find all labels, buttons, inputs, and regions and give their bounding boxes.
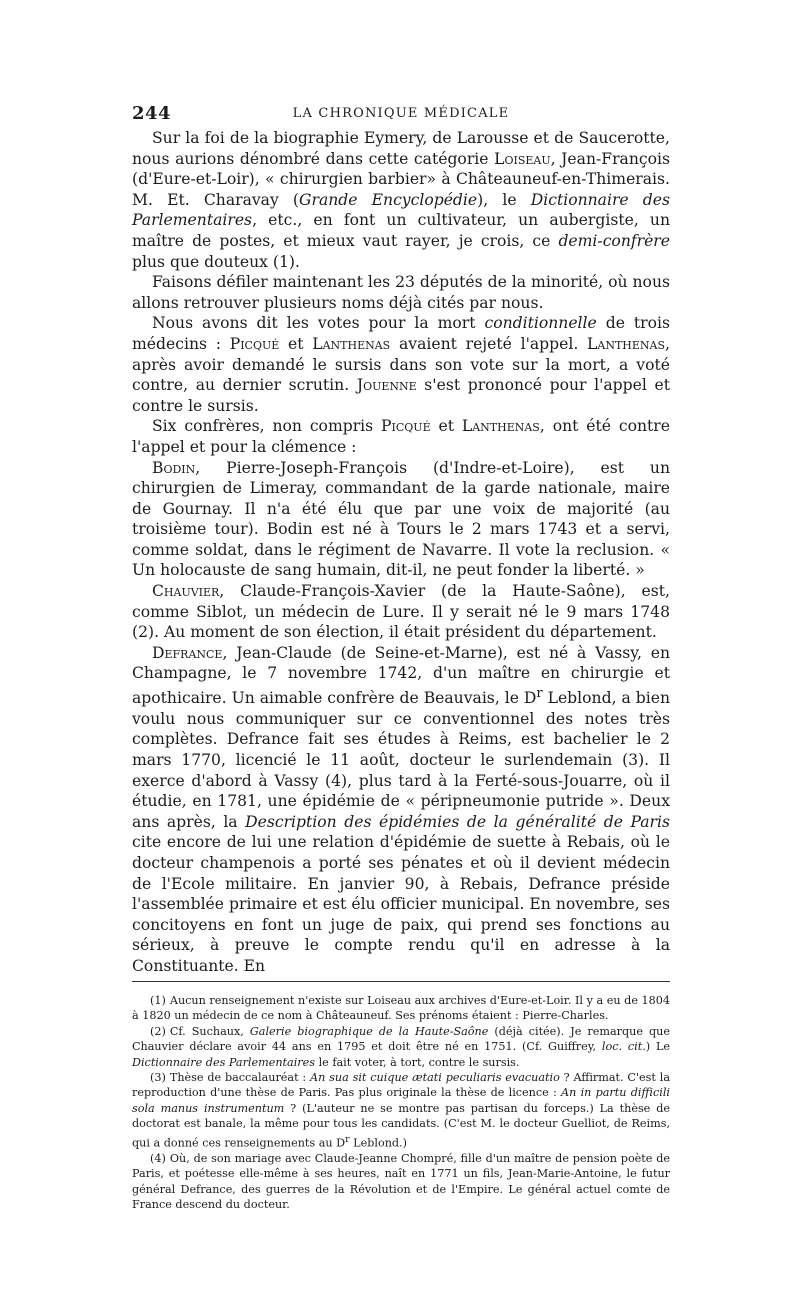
footnote: (2) Cf. Suchaux, Galerie biographique de la Haute-Saône (déjà citée). Je remarque que Chauvier déclare avoir 44 ans en 1795 et doit être né en 1751. (Cf. Guiffrey, loc. cit.) Le Dictionnaire des Parlementaires le fait voter, à tort, contre le sursis. — [132, 1024, 670, 1069]
paragraph: Faisons défiler maintenant les 23 députés de la minorité, où nous allons retrouver plusieurs noms déjà cités par nous. — [132, 273, 670, 312]
footnote: (1) Aucun renseignement n'existe sur Loiseau aux archives d'Eure-et-Loir. Il y a eu de 1804 à 1820 un médecin de ce nom à Châteauneuf. Ses prénoms étaient : Pierre-Charles. — [132, 994, 670, 1023]
body-text — [132, 128, 670, 977]
paragraph: Sur la foi de la biographie Eymery, de Larousse et de Saucerotte, nous aurions dénombré dans cette catégorie Loiseau, Jean-François (d'Eure-et-Loir), « chirurgien barbier» à Châteauneuf-en-Thimerais. M. Et. Charavay (Grande Encyclopédie), le Dictionnaire des Parlementaires, etc., en font un cultivateur, un aubergiste, un maître de postes, et mieux vaut rayer, je crois, ce demi-confrère plus que douteux (1). — [132, 129, 671, 271]
footnote: (4) Où, de son mariage avec Claude-Jeanne Chompré, fille d'un maître de pension poète de Paris, et poétesse elle-même à ses heures, naît en 1771 un fils, Jean-Marie-Antoine, le futur général Defrance, des guerres de la Révolution et de l'Empire. Le général actuel comte de France descend du docteur. — [132, 1151, 670, 1212]
paragraph: Six confrères, non compris Picqué et Lanthenas, ont été contre l'appel et pour la clémence : — [132, 417, 670, 456]
paragraph: Defrance, Jean-Claude (de Seine-et-Marne), est né à Vassy, en Champagne, le 7 novembre 1742, d'un maître en chirurgie et apothicaire. Un aimable confrère de Beauvais, le $D^r$ Leblond, a bien voulu nous communiquer sur ce conventionnel des notes très complètes. Defrance fait ses études à Reims, est bachelier le 2 mars 1770, licencié le 11 août, docteur le surlendemain (3). Il exerce d'abord à Vassy (4), plus tard à la Ferté-sous-Jouarre, où il étudie, en 1781, une épidémie de « péripneumonie putride ». Deux ans après, la Description des épidémies de la généralité de Paris cite encore de lui une relation d'épidémie de suette à Rebais, où le docteur champenois a porté ses pénates et où il devient médecin de l'Ecole militaire. En janvier 90, à Rebais, Defrance préside l'assemblée primaire et est élu officier municipal. En novembre, ses concitoyens en font un juge de paix, qui prend ses fonctions au sérieux, à preuve le compte rendu qu'il en adresse à la Constituante. En — [132, 643, 670, 975]
footnotes — [132, 993, 670, 1212]
paragraph: Bodin, Pierre-Joseph-François (d'Indre-et-Loire), est un chirurgien de Limeray, commandant de la garde nationale, maire de Gournay. Il n'a été élu que par une voix de majorité (au troisième tour). Bodin est né à Tours le 2 mars 1743 et a servi, comme soldat, dans le régiment de Navarre. Il vote la reclusion. « Un holocauste de sang humain, dit-il, ne peut fonder la liberté. » — [132, 458, 670, 580]
footnote-rule — [132, 981, 670, 982]
running-title: LA CHRONIQUE MÉDICALE — [292, 106, 510, 121]
paragraph: Chauvier, Claude-François-Xavier (de la Haute-Saône), est, comme Siblot, un médecin de Lure. Il y serait né le 9 mars 1748 (2). Au moment de son élection, il était président du département. — [132, 582, 670, 642]
footnote: (3) Thèse de baccalauréat : An sua sit cuique ætati peculiaris evacuatio ? Affirmat. C'est la reproduction d'une thèse de Paris. Pas plus originale la thèse de licence : An in partu difficili sola manus instrumentum ? (L'auteur ne se montre pas partisan du forceps.) La thèse de doctorat est banale, la même pour tous les candidats. (C'est M. le docteur Guelliot, de Reims, qui a donné ces renseignements au $D^r$ Leblond.) — [132, 1071, 670, 1150]
page-number: 244 — [132, 103, 172, 124]
paragraph: Nous avons dit les votes pour la mort conditionnelle de trois médecins : Picqué et Lanthenas avaient rejeté l'appel. Lanthenas, après avoir demandé le sursis dans son vote sur la mort, a voté contre, au dernier scrutin. Jouenne s'est prononcé pour l'appel et contre le sursis. — [132, 314, 670, 415]
page-header — [132, 103, 670, 127]
